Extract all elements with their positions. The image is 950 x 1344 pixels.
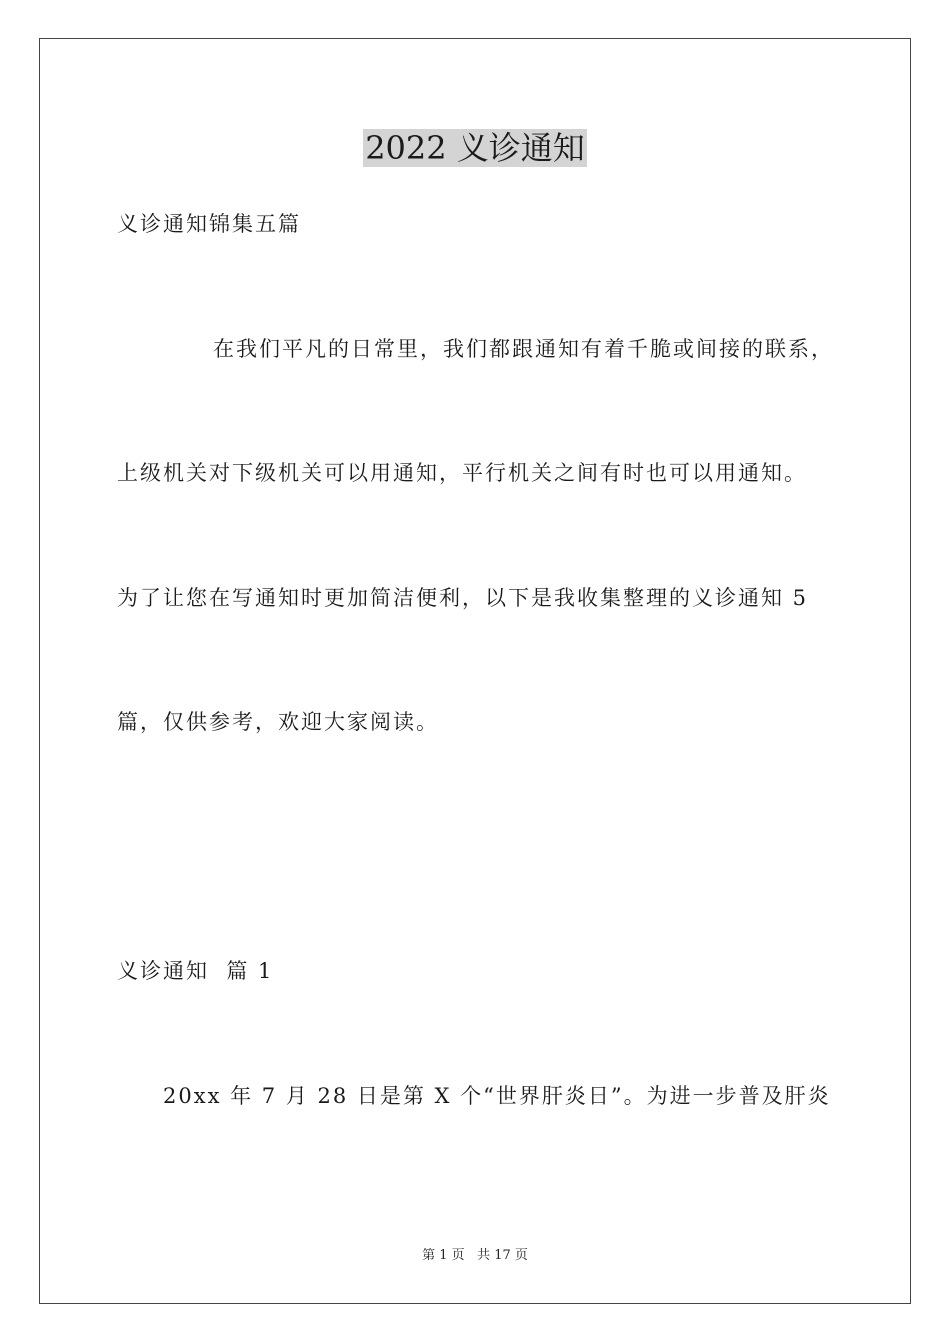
document-subtitle: 义诊通知锦集五篇 [117, 212, 301, 236]
intro-line-3: 为了让您在写通知时更加简洁便利，以下是我收集整理的义诊通知 5 [117, 586, 809, 610]
page-footer: 第 1 页 共 17 页 [422, 1248, 528, 1263]
intro-line-2: 上级机关对下级机关可以用通知，平行机关之间有时也可以用通知。 [117, 461, 807, 485]
intro-line-4: 篇，仅供参考，欢迎大家阅读。 [117, 710, 439, 734]
document-title [0, 128, 950, 168]
intro-line-1: 在我们平凡的日常里，我们都跟通知有着千脆或间接的联系， [213, 337, 834, 361]
document-title-text: 2022 义诊通知 [365, 129, 585, 167]
body-line-1: 20xx 年 7 月 28 日是第 X 个“世界肝炎日”。为进一步普及肝炎 [163, 1084, 831, 1108]
section-heading: 义诊通知 篇 1 [117, 959, 274, 983]
